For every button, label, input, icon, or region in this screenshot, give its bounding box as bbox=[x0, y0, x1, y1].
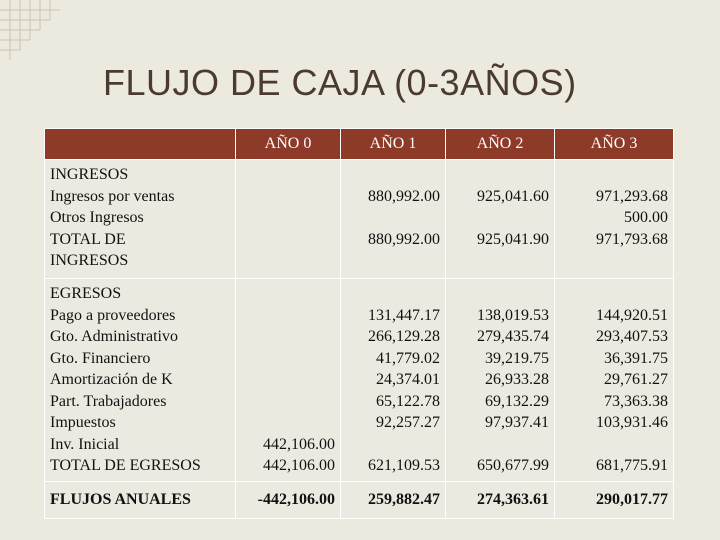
value-total-ingresos-y2: 925,041.90 bbox=[477, 230, 549, 248]
value-total-egresos-y0: 442,106.00 bbox=[263, 457, 335, 474]
value-amortizacion-y2: 26,933.28 bbox=[485, 371, 549, 388]
value-amortizacion-y3: 29,761.27 bbox=[604, 371, 668, 388]
label-ingresos: INGRESOS bbox=[50, 166, 129, 183]
egresos-year-0 bbox=[236, 279, 341, 482]
label-pago-proveedores: Pago a proveedores bbox=[50, 306, 176, 324]
page-title: FLUJO DE CAJA (0-3AÑOS) bbox=[103, 62, 577, 103]
header-cell-year-0: AÑO 0 bbox=[236, 129, 341, 160]
ingresos-row bbox=[45, 160, 674, 279]
value-total-egresos-y3: 681,775.91 bbox=[596, 457, 668, 474]
label-part-trabajadores: Part. Trabajadores bbox=[50, 392, 167, 410]
egresos-year-1 bbox=[341, 279, 446, 482]
value-total-egresos-y2: 650,677.99 bbox=[477, 457, 549, 474]
cash-flow-table bbox=[44, 128, 674, 519]
ingresos-year-2 bbox=[446, 160, 555, 279]
egresos-labels bbox=[45, 279, 236, 482]
value-financiero-y3: 36,391.75 bbox=[604, 349, 668, 367]
label-impuestos: Impuestos bbox=[50, 414, 116, 431]
value-trabajadores-y3: 73,363.38 bbox=[604, 392, 668, 410]
value-impuestos-y3: 103,931.46 bbox=[596, 414, 668, 431]
value-administrativo-y1: 266,129.28 bbox=[368, 328, 440, 345]
value-proveedores-y3: 144,920.51 bbox=[596, 306, 668, 324]
label-ingresos-por-ventas: Ingresos por ventas bbox=[50, 187, 175, 205]
value-flujo-y2: 274,363.61 bbox=[446, 481, 555, 518]
egresos-year-3 bbox=[555, 279, 674, 482]
header-cell-label bbox=[45, 129, 236, 160]
label-gto-administrativo: Gto. Administrativo bbox=[50, 328, 178, 345]
value-flujo-y3: 290,017.77 bbox=[555, 481, 674, 518]
ingresos-labels bbox=[45, 160, 236, 279]
value-financiero-y2: 39,219.75 bbox=[485, 349, 549, 367]
ingresos-year-1 bbox=[341, 160, 446, 279]
ingresos-year-0 bbox=[236, 160, 341, 279]
value-administrativo-y3: 293,407.53 bbox=[596, 328, 668, 345]
value-impuestos-y1: 92,257.27 bbox=[376, 414, 440, 431]
value-ventas-y2: 925,041.60 bbox=[477, 187, 549, 205]
flujos-row bbox=[45, 481, 674, 518]
value-trabajadores-y2: 69,132.29 bbox=[485, 392, 549, 410]
egresos-year-2 bbox=[446, 279, 555, 482]
header-row bbox=[45, 129, 674, 160]
value-proveedores-y1: 131,447.17 bbox=[368, 306, 440, 324]
label-inv-inicial: Inv. Inicial bbox=[50, 435, 120, 453]
value-proveedores-y2: 138,019.53 bbox=[477, 306, 549, 324]
value-inv-inicial-y0: 442,106.00 bbox=[263, 435, 335, 453]
header-cell-year-3: AÑO 3 bbox=[555, 129, 674, 160]
label-total-egresos: TOTAL DE EGRESOS bbox=[50, 457, 201, 474]
label-egresos: EGRESOS bbox=[50, 285, 122, 302]
value-impuestos-y2: 97,937.41 bbox=[485, 414, 549, 431]
ingresos-year-3 bbox=[555, 160, 674, 279]
value-otros-y3: 500.00 bbox=[624, 209, 668, 226]
label-amortizacion: Amortización de K bbox=[50, 371, 173, 388]
label-ingresos-total: INGRESOS bbox=[50, 252, 129, 269]
value-total-ingresos-y1: 880,992.00 bbox=[368, 230, 440, 248]
header-cell-year-1: AÑO 1 bbox=[341, 129, 446, 160]
value-trabajadores-y1: 65,122.78 bbox=[376, 392, 440, 410]
corner-decoration bbox=[0, 0, 70, 70]
value-financiero-y1: 41,779.02 bbox=[376, 349, 440, 367]
label-otros-ingresos: Otros Ingresos bbox=[50, 209, 144, 226]
value-flujo-y0: -442,106.00 bbox=[236, 481, 341, 518]
label-gto-financiero: Gto. Financiero bbox=[50, 349, 151, 367]
label-total-de: TOTAL DE bbox=[50, 230, 126, 248]
header-cell-year-2: AÑO 2 bbox=[446, 129, 555, 160]
value-total-egresos-y1: 621,109.53 bbox=[368, 457, 440, 474]
value-amortizacion-y1: 24,374.01 bbox=[376, 371, 440, 388]
value-ventas-y3: 971,293.68 bbox=[596, 187, 668, 205]
egresos-row bbox=[45, 279, 674, 482]
value-total-ingresos-y3: 971,793.68 bbox=[596, 230, 668, 248]
value-flujo-y1: 259,882.47 bbox=[341, 481, 446, 518]
label-flujos-anuales: FLUJOS ANUALES bbox=[45, 481, 236, 518]
value-administrativo-y2: 279,435.74 bbox=[477, 328, 549, 345]
value-ventas-y1: 880,992.00 bbox=[368, 187, 440, 205]
